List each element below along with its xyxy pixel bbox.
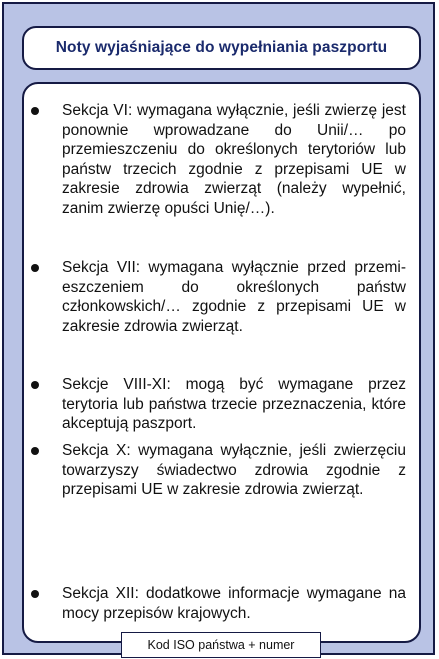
title-box [22,26,421,70]
note-text: Sekcja X: wymagana wyłącznie, jeśli zwierzęciu towarzyszy świadectwo zdrowia zgodnie z przepisami UE w zakresie zdrowia zwierząt. [62,442,406,498]
bullet-icon [31,381,39,389]
country-code-label: Kod ISO państwa + numer [147,638,295,652]
note-text: Sekcja VI: wymagana wyłącznie, jeśli zwierzę jest ponownie wprowadzane do Unii/… po przemieszczeniu do określonych terytoriów lub państw trzecich zgodnie z przepisami UE w zakresie zdrowia zwierząt (należy wypełnić, zanim zwierzę opuści Unię/…). [62,102,406,217]
passport-page [2,2,435,655]
bullet-icon [31,590,39,598]
notes-panel [22,82,421,643]
list-item [62,584,406,623]
note-text: Sekcje VIII-XI: mogą być wymagane przez terytoria lub państwa trzecie przeznaczenia, które akceptują paszport. [62,376,406,432]
list-item [62,258,406,336]
bullet-icon [31,447,39,455]
notes-list [24,84,419,641]
bullet-icon [31,264,39,272]
note-text: Sekcja VII: wymagana wyłącznie przed przemi-eszczeniem do określonych państw członkowskich/… zgodnie z przepisami UE w zakresie zdrowia zwierząt. [62,259,406,335]
page-title: Noty wyjaśniające do wypełniania paszportu [55,39,388,56]
country-code-box [121,632,321,658]
list-item [62,375,406,434]
bullet-icon [31,107,39,115]
list-item [62,441,406,500]
list-item [62,101,406,218]
note-text: Sekcja XII: dodatkowe informacje wymagane na mocy przepisów krajowych. [62,585,406,622]
